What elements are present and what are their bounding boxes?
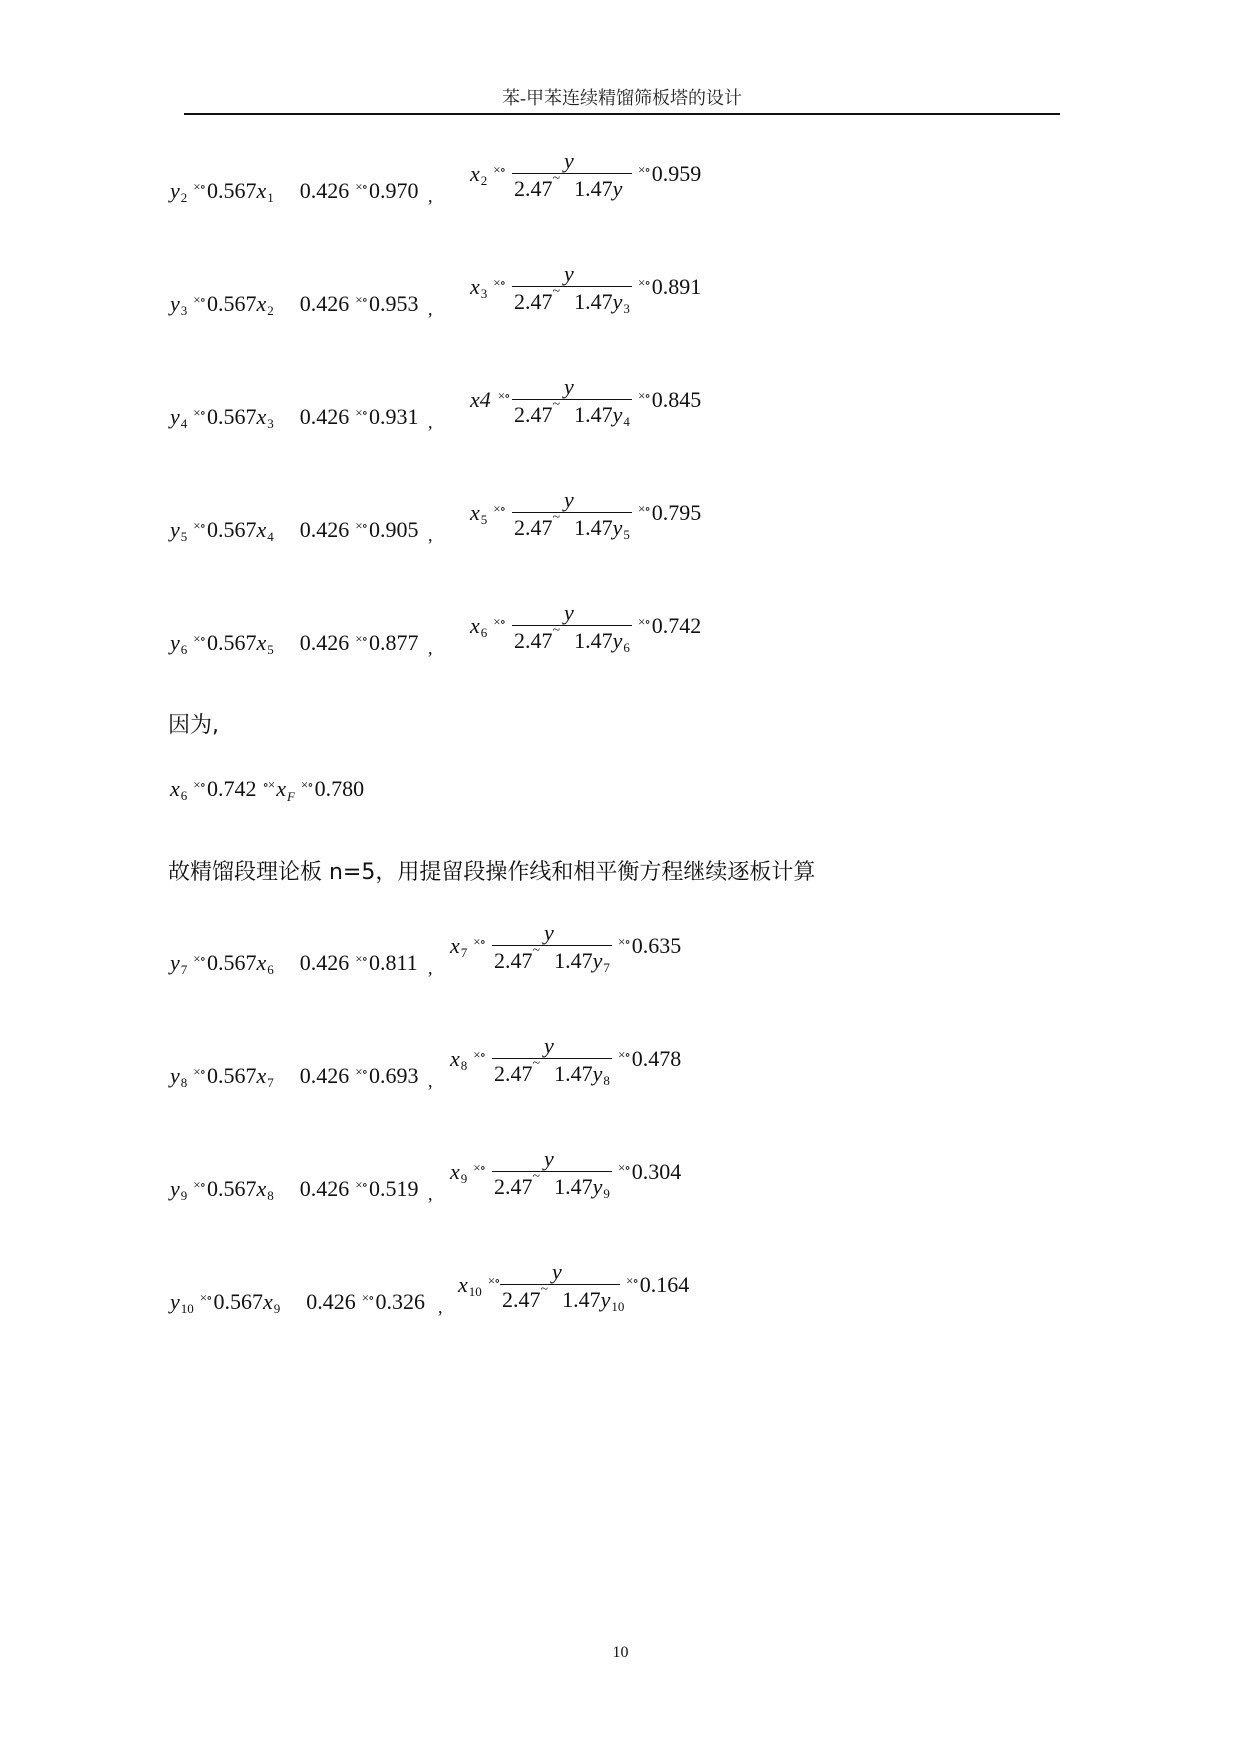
comma: , — [438, 1297, 443, 1317]
equals-mark-3: ×∘ — [493, 162, 505, 177]
y-value: 0.326 — [375, 1289, 425, 1314]
x-value: 0.164 — [639, 1272, 690, 1297]
fraction-denominator: 2.47~ 1.47y — [514, 171, 623, 201]
x-subscript: 4 — [267, 529, 274, 544]
x-var: x — [256, 630, 267, 655]
x-lhs — [470, 500, 507, 526]
equals-mark-2: ×∘ — [355, 179, 367, 194]
equals-mark-3: ×∘ — [493, 501, 505, 516]
equals-mark-2: ×∘ — [355, 292, 367, 307]
fraction-numerator: y — [564, 261, 574, 286]
x-lhs-subscript: 6 — [480, 625, 488, 640]
y-equation — [170, 178, 418, 204]
y-equation — [170, 517, 418, 543]
x-result — [612, 1159, 681, 1185]
y-var: y — [170, 1063, 180, 1088]
x-value: 0.845 — [651, 387, 702, 412]
comma: , — [428, 1184, 433, 1204]
y-subscript: 7 — [180, 962, 188, 977]
y-equation — [170, 1289, 425, 1315]
x-result — [612, 933, 681, 959]
fraction-denominator: 2.47~ 1.47y4 — [514, 397, 630, 429]
y-value: 0.519 — [368, 1176, 419, 1201]
x-lhs — [470, 274, 507, 300]
y-equation — [170, 1063, 418, 1089]
constant: 0.426 — [299, 291, 350, 316]
equals-mark: ×∘ — [193, 292, 205, 307]
conclusion-text: 故精馏段理论板 n=5，用提留段操作线和相平衡方程继续逐板计算 — [168, 860, 816, 885]
y-var: y — [170, 1176, 180, 1201]
y-subscript: 3 — [180, 303, 188, 318]
x-subscript: 6 — [267, 962, 274, 977]
equals-mark-4: ×∘ — [638, 162, 650, 177]
x-value: 0.742 — [651, 613, 702, 638]
coefficient: 0.567 — [206, 1063, 257, 1088]
x-value: 0.635 — [631, 933, 682, 958]
equals-mark-2: ×∘ — [355, 1064, 367, 1079]
x-lhs-var: x — [470, 274, 480, 299]
x-lhs-subscript: 10 — [468, 1284, 482, 1299]
constant: 0.426 — [299, 178, 350, 203]
x-var: x — [256, 950, 267, 975]
y-subscript: 4 — [180, 416, 188, 431]
x-subscript: 7 — [267, 1075, 274, 1090]
equals-mark-3: ×∘ — [473, 934, 485, 949]
x-lhs-var: x — [450, 1159, 460, 1184]
x-result — [632, 500, 701, 526]
y-var: y — [170, 950, 180, 975]
fraction-bar — [512, 625, 632, 626]
equals-mark-3: ×∘ — [493, 614, 505, 629]
comma: , — [428, 525, 433, 545]
x-subscript: 1 — [267, 190, 274, 205]
y-subscript: 2 — [180, 190, 188, 205]
running-header: 苯-甲苯连续精馏筛板塔的设计 — [502, 88, 742, 108]
fraction-numerator: y — [552, 1259, 562, 1284]
equals-mark-3: ×∘ — [497, 388, 510, 403]
comma: , — [428, 638, 433, 658]
fraction-bar — [512, 399, 632, 400]
x-var: x — [256, 178, 267, 203]
x-value: 0.959 — [651, 161, 702, 186]
equals-mark: ×∘ — [193, 518, 205, 533]
equals-mark-4: ×∘ — [618, 934, 630, 949]
x-lhs-subscript: 5 — [480, 512, 488, 527]
x-lhs-var: x — [450, 933, 460, 958]
y-var: y — [170, 517, 180, 542]
y-var: y — [170, 404, 180, 429]
coefficient: 0.567 — [206, 404, 257, 429]
equals-mark: ×∘ — [193, 951, 205, 966]
fraction-bar — [492, 1171, 612, 1172]
constant: 0.426 — [299, 1063, 350, 1088]
equals-mark-2: ×∘ — [361, 1290, 374, 1305]
y-value: 0.877 — [368, 630, 419, 655]
y-value: 0.970 — [368, 178, 419, 203]
equals-mark-3: ×∘ — [493, 275, 505, 290]
equals-mark-2: ×∘ — [355, 405, 367, 420]
because-text: 因为, — [168, 713, 219, 738]
equals-mark-4: ×∘ — [638, 388, 650, 403]
y-var: y — [170, 178, 180, 203]
coefficient: 0.567 — [206, 630, 257, 655]
fraction-numerator: y — [564, 600, 574, 625]
y-equation — [170, 291, 418, 317]
equals-mark-2: ×∘ — [355, 951, 367, 966]
y-subscript: 9 — [180, 1188, 188, 1203]
comma: , — [428, 299, 433, 319]
x-lhs — [450, 1046, 487, 1072]
y-var: y — [170, 291, 180, 316]
fraction-numerator: y — [544, 1033, 554, 1058]
equals-mark-3: ×∘ — [473, 1047, 485, 1062]
y-equation — [170, 404, 418, 430]
x-value: 0.891 — [651, 274, 702, 299]
x-lhs-var: x — [470, 161, 480, 186]
y-subscript: 5 — [180, 529, 188, 544]
fraction-bar — [512, 512, 632, 513]
equals-mark-3: ×∘ — [473, 1160, 485, 1175]
coefficient: 0.567 — [206, 1176, 257, 1201]
y-value: 0.953 — [368, 291, 419, 316]
constant: 0.426 — [299, 404, 350, 429]
equals-mark-4: ×∘ — [638, 501, 650, 516]
constant: 0.426 — [299, 630, 350, 655]
x-value: 0.304 — [631, 1159, 682, 1184]
x-lhs-subscript: 8 — [460, 1058, 468, 1073]
x-lhs-subscript: 7 — [460, 945, 468, 960]
fraction-numerator: y — [564, 374, 574, 399]
comma: , — [428, 412, 433, 432]
y-var: y — [170, 1289, 180, 1314]
fraction-numerator: y — [564, 148, 574, 173]
y-value: 0.693 — [368, 1063, 419, 1088]
equals-mark-2: ×∘ — [355, 1177, 367, 1192]
x-var: x — [256, 1176, 267, 1201]
constant: 0.426 — [299, 517, 350, 542]
fraction-bar — [492, 945, 612, 946]
y-value: 0.931 — [368, 404, 419, 429]
fraction-numerator: y — [564, 487, 574, 512]
coefficient: 0.567 — [213, 1289, 263, 1314]
y-equation — [170, 630, 418, 656]
x-result — [632, 387, 701, 413]
x-lhs — [450, 933, 487, 959]
fraction-denominator: 2.47~ 1.47y9 — [494, 1169, 610, 1201]
x-var: x — [256, 517, 267, 542]
x-lhs — [458, 1272, 501, 1298]
equals-mark-2: ×∘ — [355, 518, 367, 533]
fraction-bar — [512, 173, 632, 174]
x-lhs-var: x — [470, 500, 480, 525]
comma: , — [428, 958, 433, 978]
y-subscript: 6 — [180, 642, 188, 657]
coefficient: 0.567 — [206, 178, 257, 203]
fraction-denominator: 2.47~ 1.47y10 — [502, 1282, 625, 1314]
x-value: 0.795 — [651, 500, 702, 525]
equals-mark: ×∘ — [193, 631, 205, 646]
x-lhs — [470, 161, 507, 187]
x-lhs — [470, 387, 511, 413]
coefficient: 0.567 — [206, 950, 257, 975]
y-subscript: 8 — [180, 1075, 188, 1090]
x-var: x — [262, 1289, 273, 1314]
equals-mark-4: ×∘ — [618, 1047, 630, 1062]
fraction-bar — [512, 286, 632, 287]
equals-mark-2: ×∘ — [355, 631, 367, 646]
fraction-denominator: 2.47~ 1.47y5 — [514, 510, 630, 542]
y-var: y — [170, 630, 180, 655]
fraction-denominator: 2.47~ 1.47y8 — [494, 1056, 610, 1088]
constant: 0.426 — [299, 950, 350, 975]
x-lhs-var: x — [450, 1046, 460, 1071]
x-subscript: 9 — [273, 1301, 281, 1316]
page-number: 10 — [612, 1644, 629, 1661]
y-subscript: 10 — [180, 1301, 194, 1316]
equals-mark: ×∘ — [193, 179, 205, 194]
x-lhs-var: x — [458, 1272, 468, 1297]
x-subscript: 3 — [267, 416, 274, 431]
x-lhs-subscript: 9 — [460, 1171, 468, 1186]
x-lhs-subscript: 2 — [480, 173, 488, 188]
equals-mark: ×∘ — [193, 1064, 205, 1079]
x-subscript: 8 — [267, 1188, 274, 1203]
comma: , — [428, 1071, 433, 1091]
constant: 0.426 — [299, 1176, 350, 1201]
y-value: 0.811 — [368, 950, 418, 975]
y-equation — [170, 950, 418, 976]
x-var: x — [256, 1063, 267, 1088]
x-result — [620, 1272, 689, 1298]
equals-mark-3: ×∘ — [487, 1273, 500, 1288]
equals-mark: ×∘ — [193, 405, 205, 420]
equals-mark: ×∘ — [193, 1177, 205, 1192]
fraction-denominator: 2.47~ 1.47y7 — [494, 943, 610, 975]
coefficient: 0.567 — [206, 517, 257, 542]
equals-mark-4: ×∘ — [638, 275, 650, 290]
x-value: 0.478 — [631, 1046, 682, 1071]
x-lhs-var: x4 — [470, 387, 491, 412]
fraction-bar — [500, 1284, 620, 1285]
constant: 0.426 — [306, 1289, 356, 1314]
inequality: x6×∘0.742 $^{\circ\times}x_F^{\times\circ}0.780$ — [170, 776, 365, 804]
x-result — [632, 613, 701, 639]
x-lhs-subscript: 3 — [480, 286, 488, 301]
fraction-numerator: y — [544, 920, 554, 945]
x-result — [632, 161, 701, 187]
x-lhs — [470, 613, 507, 639]
x-var: x — [256, 404, 267, 429]
x-lhs-var: x — [470, 613, 480, 638]
equals-mark-4: ×∘ — [626, 1273, 638, 1288]
fraction-numerator: y — [544, 1146, 554, 1171]
fraction-denominator: 2.47~ 1.47y6 — [514, 623, 630, 655]
header-rule — [184, 113, 1060, 115]
y-equation — [170, 1176, 418, 1202]
equals-mark: ×∘ — [199, 1290, 212, 1305]
x-lhs — [450, 1159, 487, 1185]
x-subscript: 2 — [267, 303, 274, 318]
equals-mark-4: ×∘ — [638, 614, 650, 629]
x-result — [632, 274, 701, 300]
equals-mark-4: ×∘ — [618, 1160, 630, 1175]
x-var: x — [256, 291, 267, 316]
y-value: 0.905 — [368, 517, 419, 542]
x-subscript: 5 — [267, 642, 274, 657]
comma: , — [428, 186, 433, 206]
x-result — [612, 1046, 681, 1072]
fraction-bar — [492, 1058, 612, 1059]
coefficient: 0.567 — [206, 291, 257, 316]
fraction-denominator: 2.47~ 1.47y3 — [514, 284, 630, 316]
